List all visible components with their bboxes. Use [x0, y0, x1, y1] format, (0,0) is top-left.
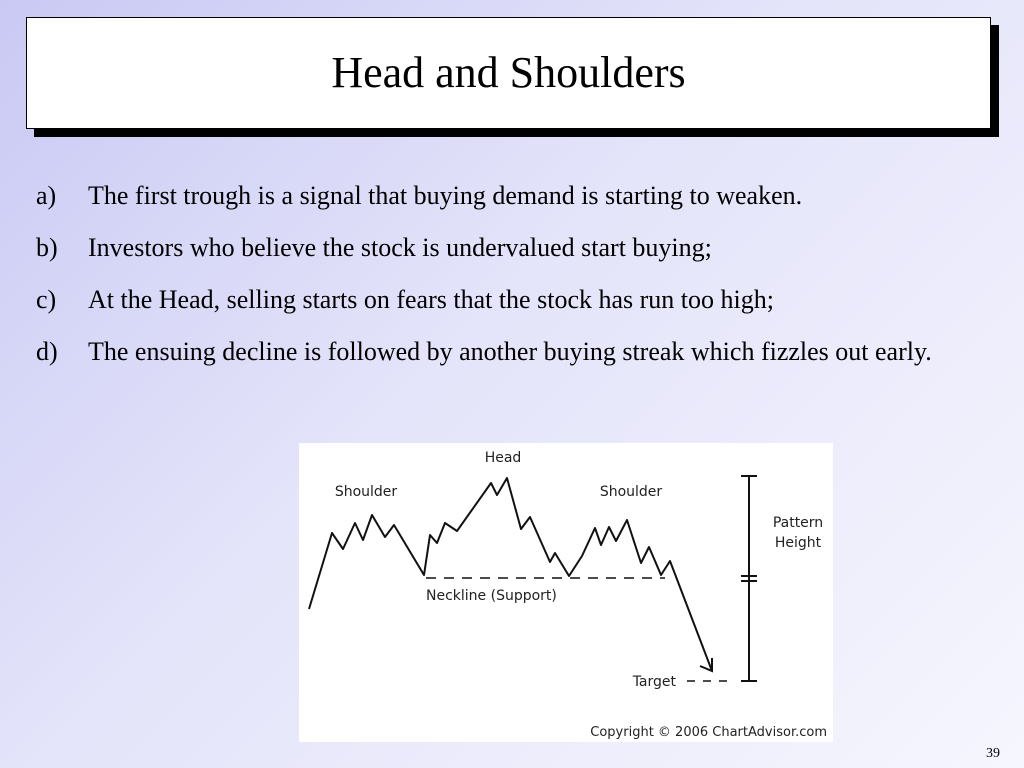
neckline-label: Neckline (Support): [426, 588, 557, 604]
head-and-shoulders-diagram: [299, 443, 833, 742]
copyright-label: Copyright © 2006 ChartAdvisor.com: [590, 725, 827, 740]
title-box: [26, 17, 991, 129]
bullet-text: At the Head, selling starts on fears that the stock has run too high;: [88, 285, 774, 314]
price-path: [309, 478, 712, 671]
bullet-marker: c): [36, 285, 57, 314]
bullet-item: [36, 334, 936, 370]
bullet-marker: d): [36, 337, 58, 366]
slide-title: Head and Shoulders: [331, 48, 686, 97]
bullet-text: The first trough is a signal that buying demand is starting to weaken.: [88, 181, 803, 210]
right-shoulder-label: Shoulder: [599, 484, 663, 500]
bullet-text: The ensuing decline is followed by another buying streak which fizzles out early.: [88, 337, 932, 366]
pattern-height-label-line2: Height: [774, 535, 822, 551]
bullet-item: [36, 178, 936, 214]
bullet-text: Investors who believe the stock is undervalued start buying;: [88, 233, 712, 262]
diagram-svg: [299, 443, 833, 742]
left-shoulder-label: Shoulder: [334, 484, 398, 500]
page-number: 39: [986, 746, 1000, 761]
bullet-marker: a): [36, 181, 57, 210]
bullet-item: [36, 282, 936, 318]
target-label: Target: [632, 674, 676, 690]
pattern-height-label-line1: Pattern: [772, 515, 824, 531]
bullet-list: [36, 178, 936, 386]
bullet-item: [36, 230, 936, 266]
bullet-marker: b): [36, 233, 58, 262]
head-label: Head: [484, 450, 522, 466]
